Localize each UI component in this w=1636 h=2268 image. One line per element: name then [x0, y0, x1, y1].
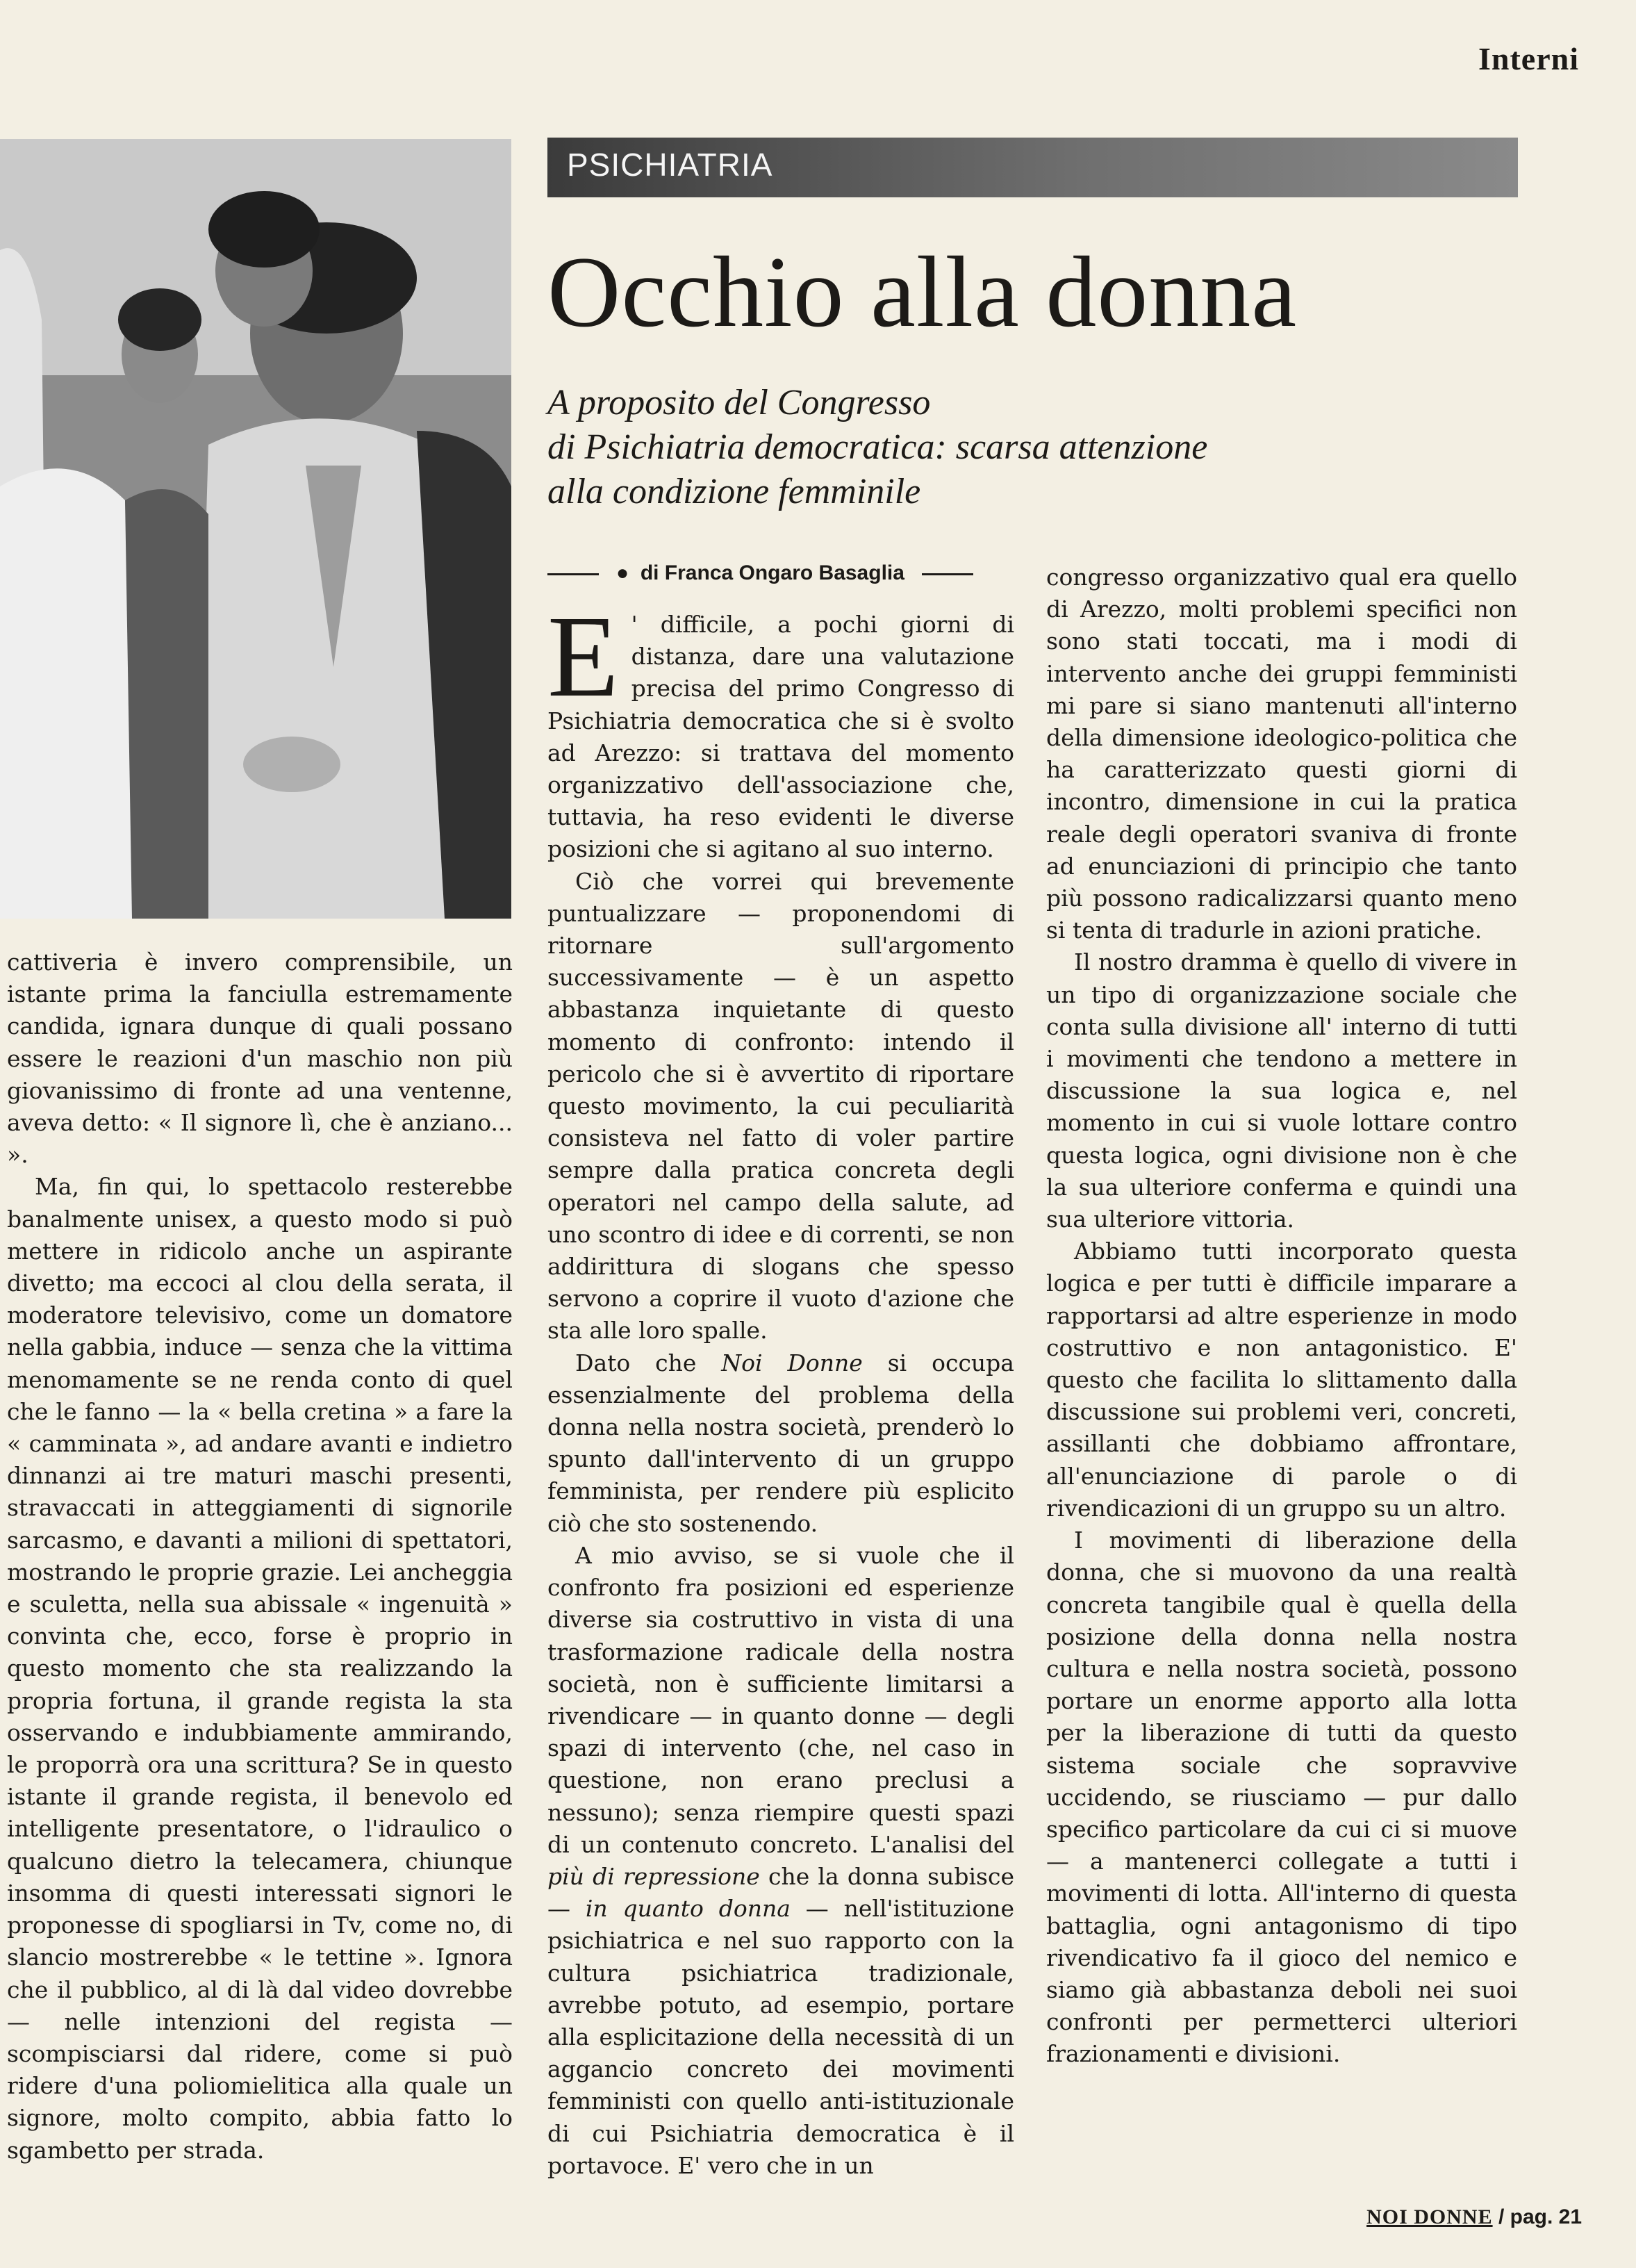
rubric-label: PSICHIATRIA — [567, 147, 773, 183]
magazine-name: Noi Donne — [721, 1349, 863, 1377]
footer-separator: / — [1498, 2205, 1505, 2228]
deck-line: alla condizione femminile — [547, 472, 921, 511]
bullet-icon: ● — [604, 561, 635, 584]
column-2 — [547, 592, 1014, 2182]
paragraph: A mio avviso, se si vuole che il confronto fra posizioni ed esperienze diverse sia costruttivo in vista di una trasformazione radicale della nostra società, non è sufficiente limitarsi a rivendicare — in quanto donne — degli spazi di intervento (che, nel caso in questione, non erano preclusi a nessuno); senza riempire questi spazi di un contenuto concreto. L'analisi del più di repressione che la donna subisce — in quanto donna — nell'istituzione psichiatrica e nel suo rapporto con la cultura psichiatrica tradizionale, avrebbe potuto, ad esempio, portare alla esplicitazione della necessità di un aggancio concreto dei movimenti femministi con quello anti-istituzionale di cui Psichiatria democratica è il portavoce. E' vero che in un — [547, 1541, 1014, 2179]
headline: Occhio alla donna — [547, 236, 1298, 348]
deck-line: di Psichiatria democratica: scarsa attenzione — [547, 427, 1208, 467]
page-footer — [1366, 2205, 1582, 2229]
rubric-banner — [547, 138, 1518, 197]
paragraph: cattiveria è invero comprensibile, un istante prima la fanciulla estremamente candida, ignara dunque di quali possano essere le reazioni d'un maschio non più giovanissimo di fronte ad una ventenne, aveva detto: « Il signore lì, che è anziano... ». — [7, 948, 513, 1169]
column-1 — [7, 946, 513, 2167]
paragraph: congresso organizzativo qual era quello di Arezzo, molti problemi specifici non sono stati toccati, ma i modi di intervento anche dei gruppi femministi mi pare si siano mantenuti all'interno della dimensione ideologico-politica che ha caratterizzato questi giorni di incontro, dimensione in cui la pratica reale degli operatori svaniva di fronte ad enunciazioni di principio che tanto più possono radicalizzarsi quanto meno si tenta di tradurle in azioni pratiche. — [1046, 564, 1517, 944]
byline — [547, 561, 1013, 585]
paragraph: Il nostro dramma è quello di vivere in un tipo di organizzazione sociale che conta sulla divisione all' interno di tutti i movimenti che tendono a mettere in discussione la sua logica e, nel momento in cui si vuole lottare contro questa logica, ogni divisione non è che la sua ulteriore conferma e quindi una sua ulteriore vittoria. — [1046, 948, 1517, 1233]
byline-rule — [547, 573, 599, 575]
byline-rule — [922, 573, 973, 575]
article-photo — [0, 139, 511, 919]
paragraph: Ma, fin qui, lo spettacolo resterebbe banalmente unisex, a questo modo si può mettere in ridicolo anche un aspirante divetto; ma eccoci al clou della serata, il moderatore televisivo, come un domatore nella gabbia, induce — senza che la vittima menomamente se ne renda conto di quel che le fanno — la « bella cretina » a fare la « camminata », ad andare avanti e indietro dinnanzi ai tre maturi maschi presenti, stravaccati in atteggiamenti di signorile sarcasmo, e davanti a milioni di spettatori, mostrando le proprie grazie. Lei ancheggia e sculetta, nella sua abissale « ingenuità » convinta che, ecco, forse è proprio in questo momento che sta realizzando la propria fortuna, il grande regista la sta osservando e indubbiamente ammirando, le proporrà ora una scrittura? Se in questo istante il grande regista, il benevolo ed intelligente presentatore, o l'idraulico o qualcuno dietro la telecamera, chiunque insomma di questi interessati signori le proponesse di spogliarsi in Tv, come no, di slancio mostrerebbe « le tettine ». Ignora che il pubblico, al di là dal video dovrebbe — nelle intenzioni del regista — scompisciarsi dal ridere, come si può ridere d'una poliomielitica alla quale un signore, molto compito, abbia fatto lo sgambetto per strada. — [7, 1173, 513, 2164]
paragraph: E ' difficile, a pochi giorni di distanza, dare una valutazione precisa del primo Congresso di Psichiatria democratica che si è svolto ad Arezzo: si trattava del momento organizzativo dell'associazione che, tuttavia, ha reso evidenti le diverse posizioni che si agitano al suo interno. — [547, 592, 1014, 863]
page-number: pag. 21 — [1510, 2205, 1582, 2228]
paragraph: Abbiamo tutti incorporato questa logica e per tutti è difficile imparare a rapportarsi ad altre esperienze in modo costruttivo e non antagonistico. E' questo che facilita lo slittamento dalla discussione sui problemi veri, concreti, assillanti che dobbiamo affrontare, all'enunciazione di parole o di rivendicazioni di un gruppo su un altro. — [1046, 1238, 1517, 1522]
paragraph: Dato che Noi Donne si occupa essenzialmente del problema della donna nella nostra società, prenderò lo spunto dall'intervento di un gruppo femminista, per rendere più esplicito ciò che sto sostenendo. — [547, 1349, 1014, 1537]
magazine-logo: NOI DONNE — [1366, 2205, 1493, 2228]
photo-illustration — [0, 139, 511, 919]
drop-cap: E — [547, 592, 619, 721]
deck — [547, 381, 1451, 514]
column-3 — [1046, 561, 1517, 2071]
deck-line: A proposito del Congresso — [547, 383, 931, 422]
paragraph: Ciò che vorrei qui brevemente puntualizzare — proponendomi di ritornare sull'argomento successivamente — è un aspetto abbastanza inquietante di questo momento di confronto: intendo il pericolo che si è avvertito di riportare questo movimento, la cui peculiarità consisteva nel fatto di voler partire sempre dalla pratica concreta degli operatori nel campo della salute, ad uno scontro di idee e di correnti, se non addirittura di slogans che spesso servono a coprire il vuoto d'azione che sta alle loro spalle. — [547, 867, 1014, 1345]
paragraph: I movimenti di liberazione della donna, che si muovono da una realtà concreta tangibile qual è quella della posizione della donna nella nostra cultura e nella nostra società, possono portare un enorme apporto alla lotta per la liberazione di tutti da questo sistema sociale che sopravvive uccidendo, se riusciamo — pur dallo specifico particolare da cui ci si muove — a mantenerci collegate a tutti i movimenti di lotta. All'interno di questa battaglia, ogni antagonismo di tipo rivendicativo fa il gioco del nemico e siamo già abbastanza deboli nei suoi confronti per permetterci ulteriori frazionamenti e divisioni. — [1046, 1527, 1517, 2068]
section-label: Interni — [1478, 41, 1579, 76]
byline-text: di Franca Ongaro Basaglia — [640, 561, 904, 584]
